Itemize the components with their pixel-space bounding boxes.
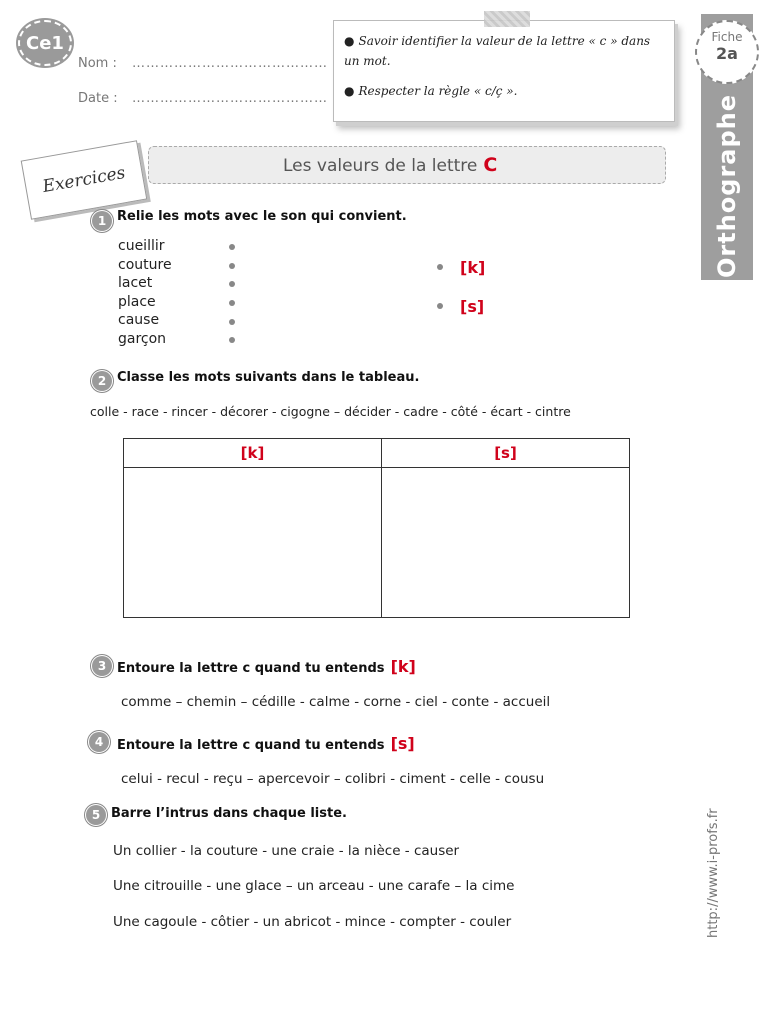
title-banner [148, 146, 666, 184]
exercise-2-words: colle - race - rincer - décorer - cigogne – décider - cadre - côté - écart - cintre [90, 404, 571, 419]
connect-dot[interactable] [437, 303, 443, 309]
table-row [124, 468, 630, 618]
exercise-5-line-2: Une citrouille - une glace – un arceau - une carafe – la cime [113, 878, 515, 894]
list-item: lacet [118, 275, 153, 292]
objectives-note [333, 20, 675, 122]
bullet-icon: ● [344, 34, 355, 48]
exercise-4-instruction: Entoure la lettre c quand tu entends [s] [117, 734, 415, 753]
exercise-3-number: 3 [92, 656, 112, 676]
answer-cell-s[interactable] [382, 468, 630, 618]
nom-label: Nom : [78, 56, 117, 71]
table-header-row [124, 439, 630, 468]
date-field[interactable]: …………………………………… [132, 91, 328, 106]
exercise-2-number: 2 [92, 371, 112, 391]
exercices-card [21, 140, 148, 220]
exercise-3-words: comme – chemin – cédille - calme - corne - ciel - conte - accueil [121, 694, 551, 710]
source-url[interactable]: http://www.i-profs.fr [706, 808, 721, 938]
column-header-s: [s] [382, 439, 630, 468]
tape-decoration [484, 11, 530, 27]
connect-dot[interactable] [229, 337, 235, 343]
connect-dot[interactable] [229, 300, 235, 306]
list-item: garçon [118, 330, 167, 347]
exercise-4-number: 4 [89, 732, 109, 752]
title-text: Les valeurs de la lettre [283, 156, 478, 176]
objective-1: ● Savoir identifier la valeur de la lettre « c » dans un mot. [344, 34, 651, 68]
exercise-3-sound: [k] [390, 657, 416, 676]
nom-field[interactable]: …………………………………… [132, 56, 328, 71]
bullet-icon: ● [344, 84, 355, 98]
fiche-label: Fiche [711, 30, 743, 44]
exercise-2-instruction: Classe les mots suivants dans le tableau. [117, 370, 420, 385]
connect-dot[interactable] [229, 244, 235, 250]
level-badge: Ce1 [18, 20, 72, 66]
objective-2: ● Respecter la règle « c/ç ». [344, 84, 518, 98]
classify-table [123, 438, 630, 618]
connect-dot[interactable] [229, 263, 235, 269]
column-header-k: [k] [124, 439, 382, 468]
list-item: cause [118, 312, 160, 329]
list-item: place [118, 293, 156, 310]
sound-s: [s] [460, 297, 485, 316]
fiche-number: 2a [716, 44, 738, 63]
fiche-badge [695, 20, 759, 84]
page-title [283, 154, 497, 176]
exercise-1-word-list [118, 237, 172, 349]
subject-title: Orthographe [713, 93, 741, 279]
connect-dot[interactable] [229, 319, 235, 325]
exercise-1-number: 1 [92, 211, 112, 231]
answer-cell-k[interactable] [124, 468, 382, 618]
exercise-3-instruction: Entoure la lettre c quand tu entends [k] [117, 657, 416, 676]
exercise-4-words: celui - recul - reçu – apercevoir – colibri - ciment - celle - cousu [121, 771, 545, 787]
exercise-1-instruction: Relie les mots avec le son qui convient. [117, 209, 407, 224]
exercise-5-instruction: Barre l’intrus dans chaque liste. [111, 806, 347, 821]
exercise-5-number: 5 [86, 805, 106, 825]
exercices-label: Exercices [41, 162, 127, 198]
exercise-5-line-1: Un collier - la couture - une craie - la nièce - causer [113, 843, 460, 859]
list-item: couture [118, 256, 172, 273]
exercise-5-line-3: Une cagoule - côtier - un abricot - mince - compter - couler [113, 914, 512, 930]
sound-k: [k] [460, 258, 486, 277]
list-item: cueillir [118, 238, 165, 254]
date-label: Date : [78, 91, 118, 106]
connect-dot[interactable] [437, 264, 443, 270]
title-letter: C [483, 154, 498, 176]
exercise-4-sound: [s] [390, 734, 415, 753]
connect-dot[interactable] [229, 281, 235, 287]
